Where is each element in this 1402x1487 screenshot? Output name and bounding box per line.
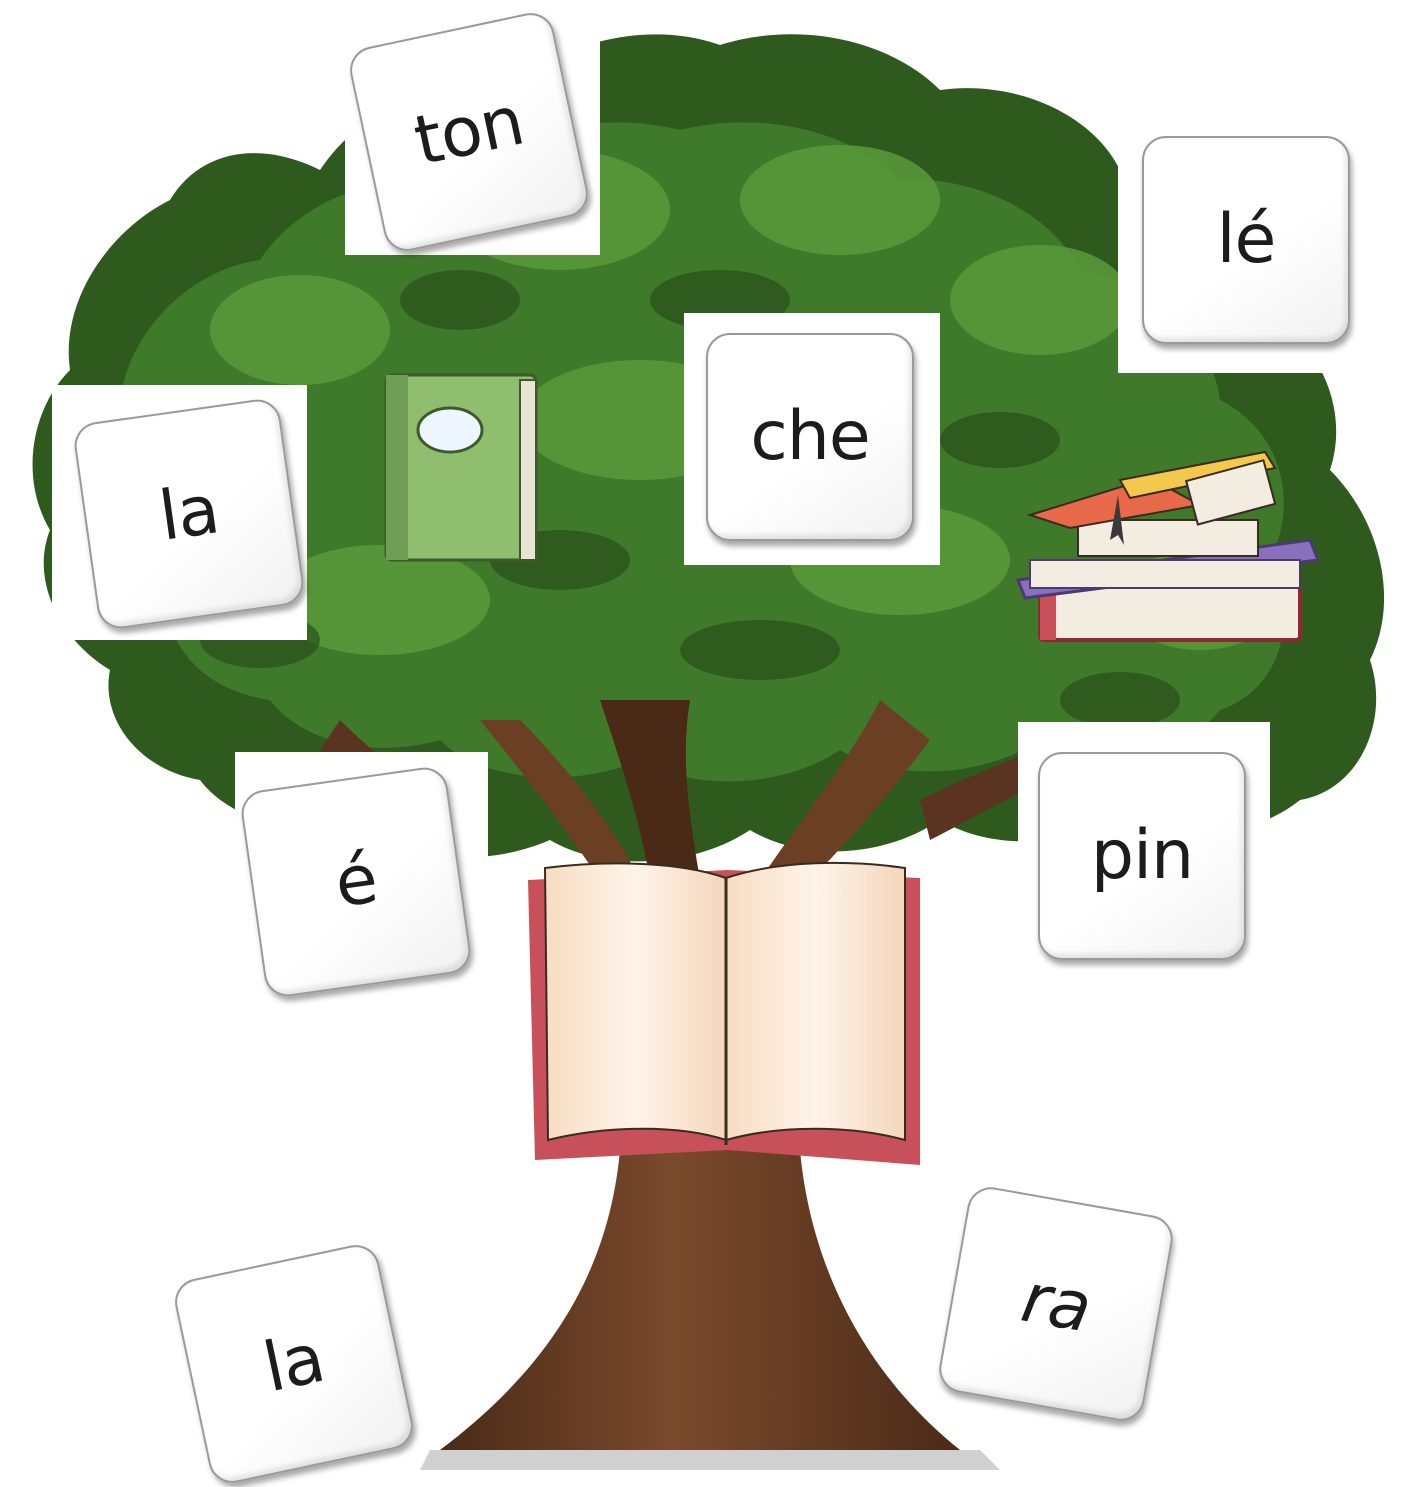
syllable-text: ra <box>1015 1258 1097 1349</box>
syllable-tile-e[interactable] <box>239 765 474 1000</box>
open-book <box>528 863 920 1165</box>
syllable-tile-che[interactable] <box>706 333 914 541</box>
syllable-text: la <box>257 1318 331 1409</box>
syllable-tile-la-bottom[interactable] <box>171 1241 418 1487</box>
syllable-text: lé <box>1216 200 1276 279</box>
syllable-text: é <box>330 839 382 924</box>
syllable-tile-ra[interactable] <box>936 1184 1177 1425</box>
syllable-text: che <box>750 397 870 476</box>
syllable-text: la <box>154 470 224 557</box>
syllable-tile-pin[interactable] <box>1038 752 1246 960</box>
green-notebook <box>386 375 536 560</box>
syllable-tile-la-left[interactable] <box>72 397 307 632</box>
syllable-text: pin <box>1090 816 1194 895</box>
syllable-tile-le[interactable] <box>1142 136 1350 344</box>
syllable-tile-ton[interactable] <box>346 9 593 256</box>
syllable-text: ton <box>407 81 531 182</box>
